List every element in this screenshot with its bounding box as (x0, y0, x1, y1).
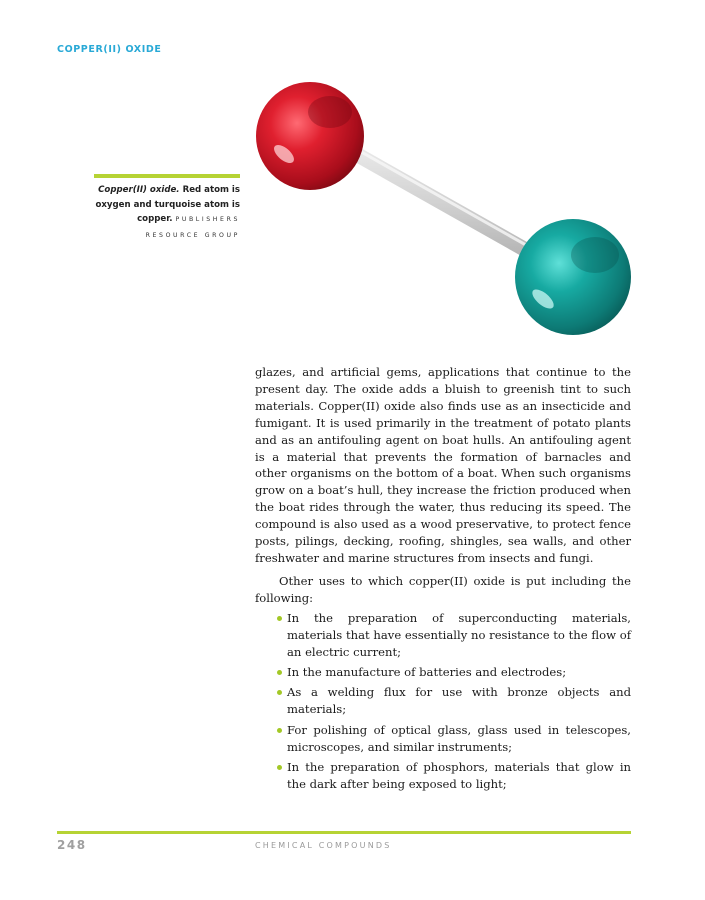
caption-rule (94, 174, 240, 178)
bullet-dot-icon (277, 690, 282, 695)
list-item: In the preparation of phosphors, materials that glow in the dark after being exposed to light; (287, 759, 631, 793)
bullet-dot-icon (277, 670, 282, 675)
bullet-dot-icon (277, 765, 282, 770)
paragraph: Other uses to which copper(II) oxide is put including the following: (255, 573, 631, 605)
list-item: As a welding flux for use with bronze objects and materials; (287, 684, 631, 718)
running-head: COPPER(II) OXIDE (57, 44, 162, 55)
paragraph: glazes, and artificial gems, applications that continue to the present day. The oxide adds a bluish to greenish tint to such materials. Copper(II) oxide also finds use as an insecticide and fumigant. It is used primarily in the treatment of potato plants and as an antifouling agent on boat hulls. An antifouling agent is a material that prevents the formation of barnacles and other organisms on the bottom of a boat. When such organisms grow on a boat’s hull, they increase the friction produced when the boat rides through the water, thus reducing its speed. The compound is also used as a wood preservative, to protect fence posts, pilings, decking, roofing, shingles, sea walls, and other freshwater and marine structures from insects and fungi. (255, 365, 631, 565)
footer-book-title: CHEMICAL COMPOUNDS (255, 841, 392, 850)
oxygen-atom (256, 82, 364, 190)
figure-caption (94, 183, 240, 243)
page-number: 248 (57, 838, 87, 852)
list-item: In the manufacture of batteries and electrodes; (287, 664, 631, 681)
copper-oxide-molecule-model (240, 70, 640, 345)
bullet-dot-icon (277, 616, 282, 621)
footer-rule (57, 831, 631, 834)
caption-credit: PUBLISHERS RESOURCE GROUP (145, 216, 240, 239)
list-item: For polishing of optical glass, glass used in telescopes, microscopes, and similar instruments; (287, 722, 631, 756)
body-text (255, 364, 631, 796)
caption-title: Copper(II) oxide. (98, 185, 180, 195)
caption-text: Red atom is oxygen and turquoise atom is copper. (95, 185, 240, 224)
list-item: In the preparation of superconducting materials, materials that have essentially no resistance to the flow of an electric current; (287, 610, 631, 661)
uses-list (255, 610, 631, 793)
bullet-dot-icon (277, 728, 282, 733)
copper-atom (515, 219, 631, 335)
